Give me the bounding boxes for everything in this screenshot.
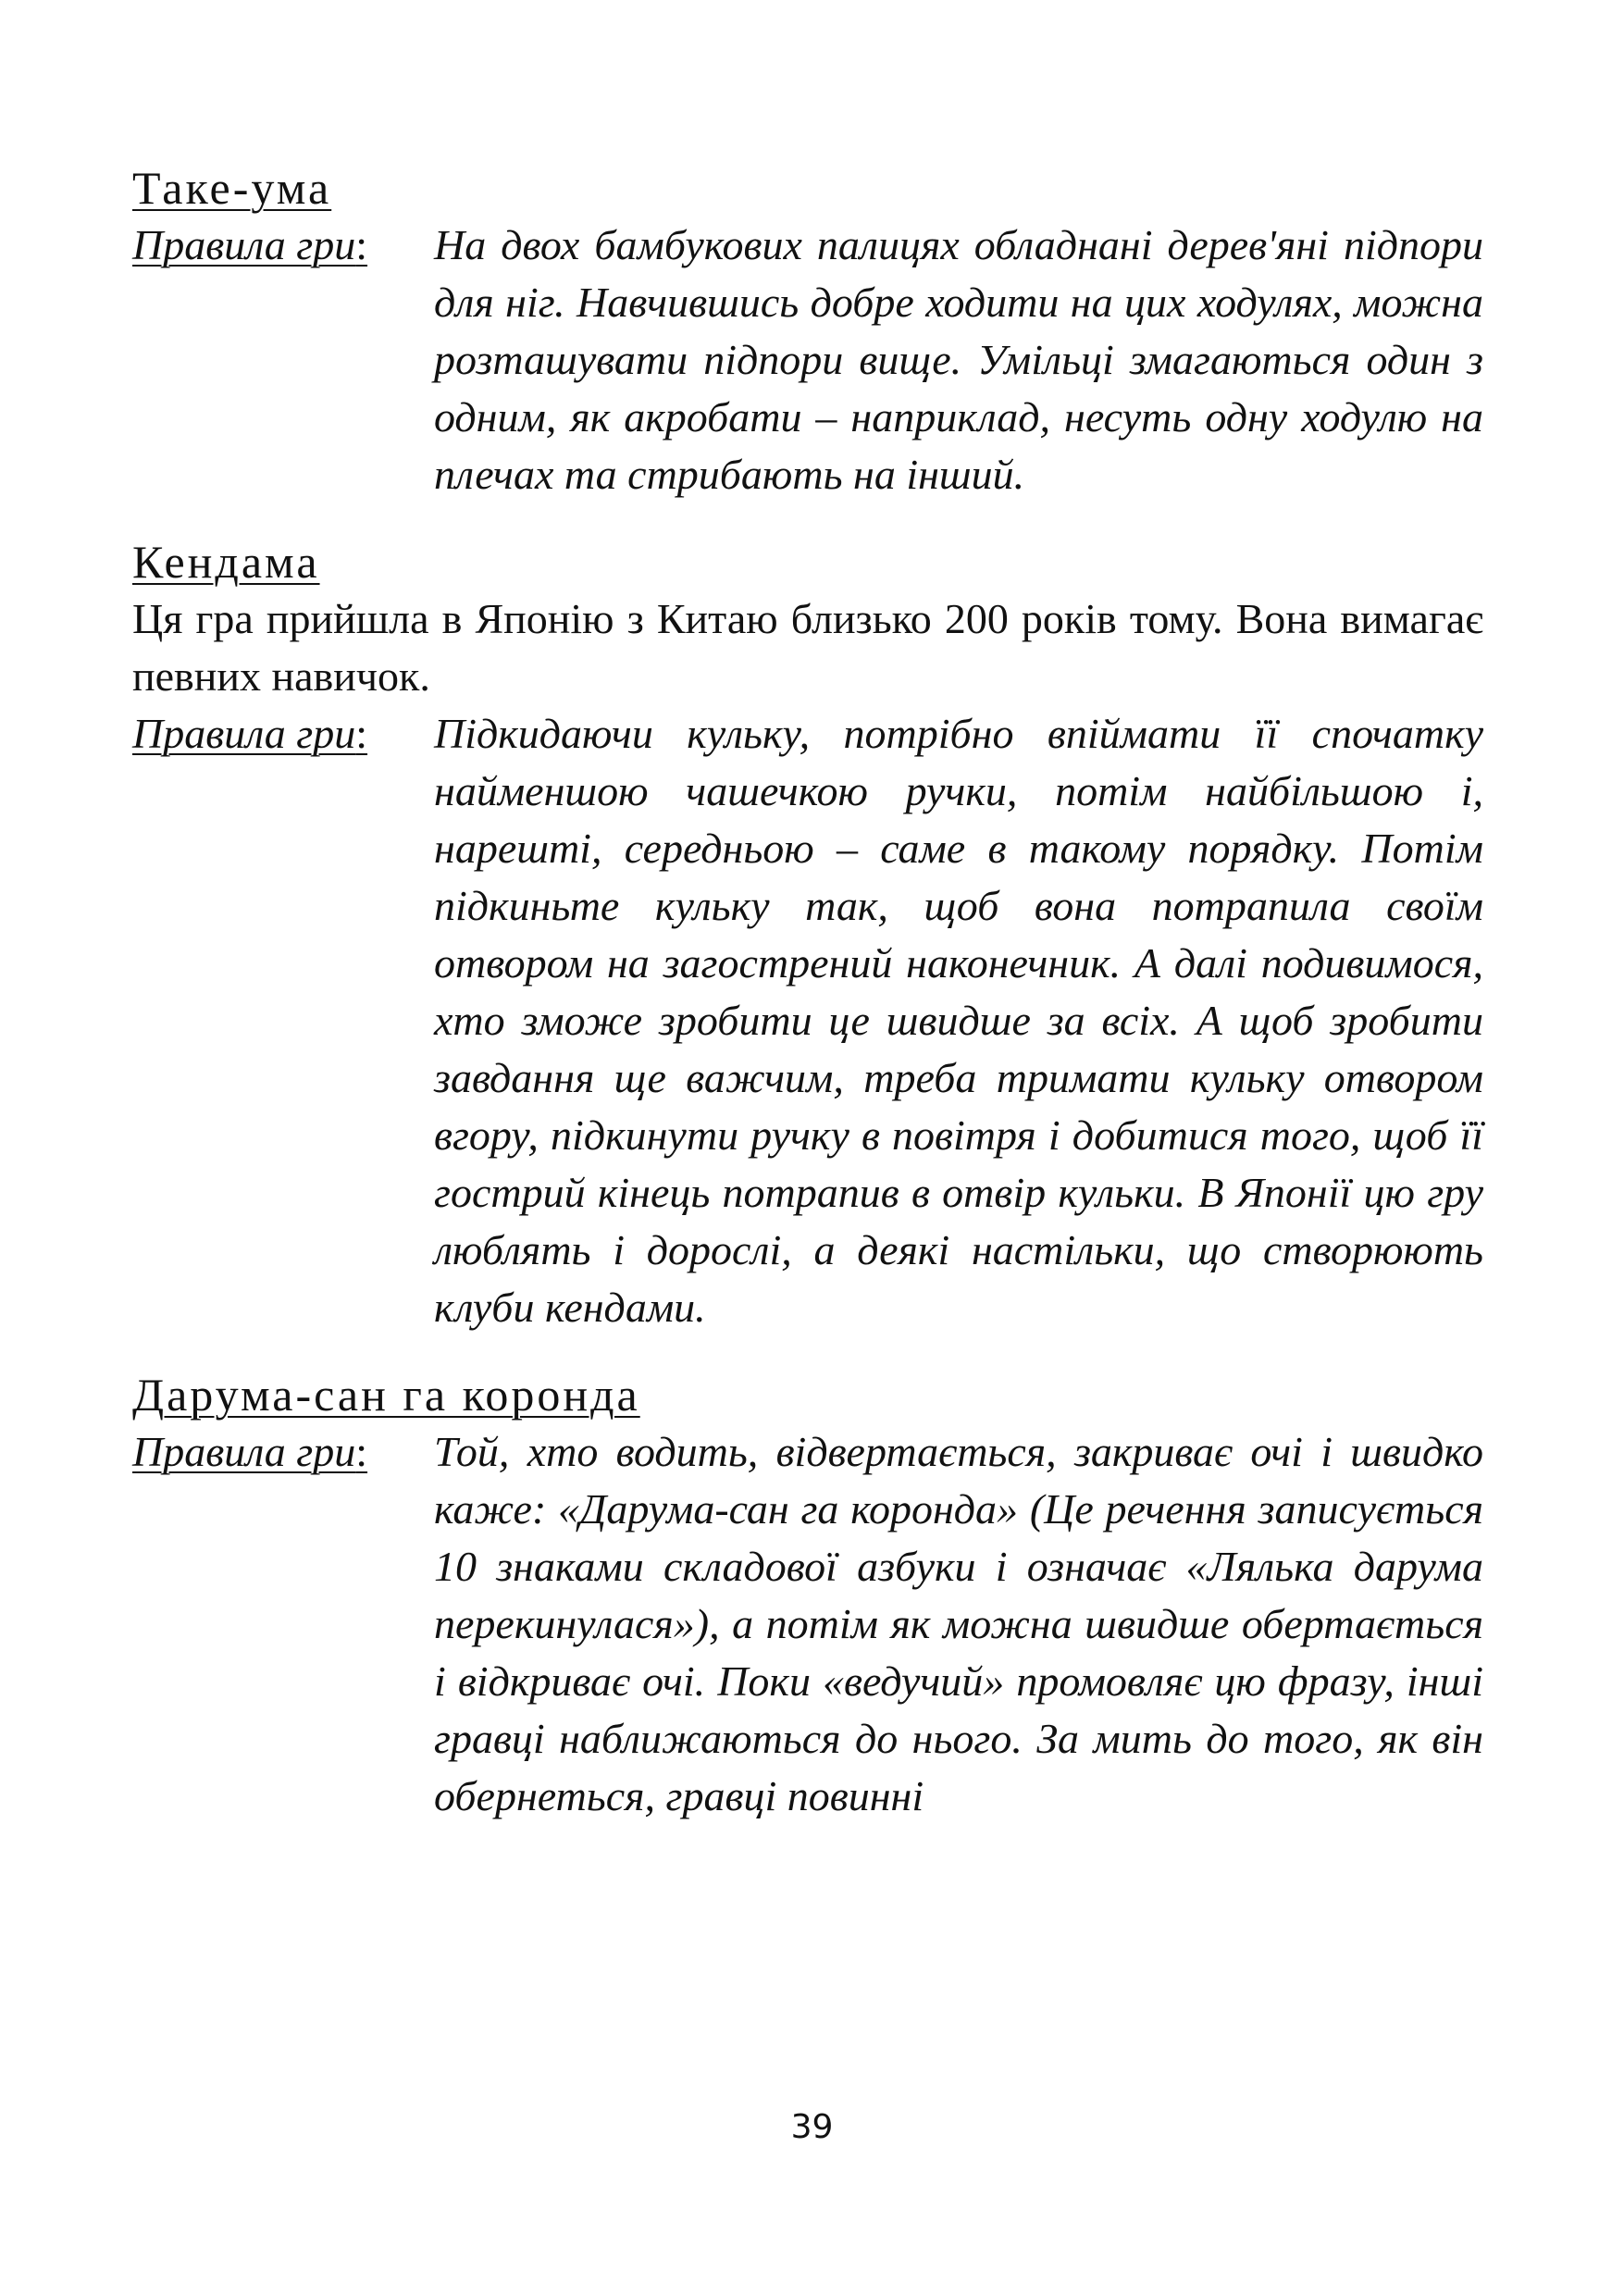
page-number: 39 — [790, 2108, 834, 2146]
page-content — [132, 159, 1483, 1842]
rules-label: Правила гри: — [132, 221, 368, 268]
game-rules — [132, 217, 1483, 503]
rules-text: Той, хто водить, відвертається, закриває очі і швидко каже: «Дарума-сан га коронда» (Це речення записується 10 знаками складової азбуки і означає «Лялька дарума перекинулася»), а потім як можна швидше обертається і відкриває очі. Поки «ведучий» промовляє цю фразу, інші гравці наближаються до нього. За мить до того, як він обернеться, гравці повинні — [434, 1428, 1483, 1819]
rules-label: Правила гри: — [132, 1428, 368, 1475]
game-rules — [132, 705, 1483, 1336]
section-kendama — [132, 533, 1483, 1336]
rules-colon: : — [355, 710, 368, 757]
rules-label: Правила гри: — [132, 710, 368, 757]
rules-text: На двох бамбукових палицях обладнані дерев'яні підпори для ніг. Навчившись добре ходити на цих ходулях, можна розташувати підпори вище. Умільці змагаються один з одним, як акробати – наприклад, несуть одну ходулю на плечах та стрибають на інший. — [434, 221, 1483, 498]
rules-colon: : — [355, 221, 368, 268]
section-daruma — [132, 1366, 1483, 1825]
section-heading: Таке-ума — [132, 162, 332, 214]
section-heading: Дарума-сан га коронда — [132, 1369, 640, 1421]
game-rules — [132, 1423, 1483, 1825]
section-take-uma — [132, 159, 1483, 503]
section-intro: Ця гра прийшла в Японію з Китаю близько 200 років тому. Вона вимагає певних навичок. — [132, 595, 1483, 700]
rules-text: Підкидаючи кульку, потрібно впіймати її спочатку найменшою чашечкою ручки, потім найбільшою і, нарешті, середньою – саме в такому порядку. Потім підкиньте кульку так, щоб вона потрапила своїм отвором на загострений наконечник. А далі подивимося, хто зможе зробити це швидше за всіх. А щоб зробити завдання ще важчим, треба тримати кульку отвором вгору, підкинути ручку в повітря і добитися того, щоб її гострий кінець потрапив в отвір кульки. В Японії цю гру люблять і дорослі, а деякі настільки, що створюють клуби кендами. — [434, 710, 1483, 1331]
section-heading: Кендама — [132, 536, 320, 588]
rules-colon: : — [355, 1428, 368, 1475]
